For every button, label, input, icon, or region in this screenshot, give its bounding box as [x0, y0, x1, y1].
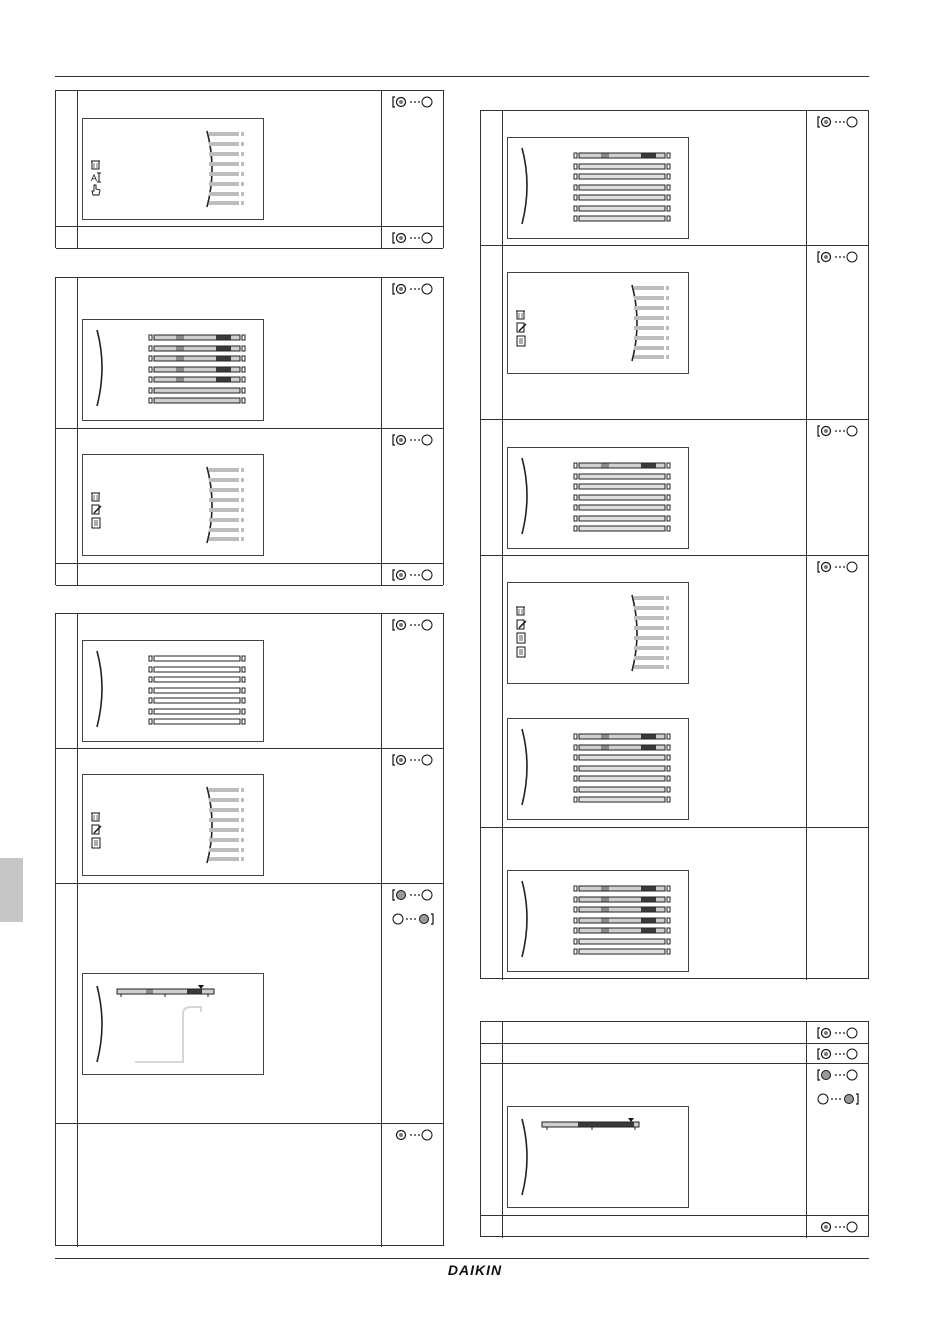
screen-drawing	[508, 871, 688, 971]
step-row	[56, 429, 443, 564]
step-row	[56, 564, 443, 586]
step-row	[56, 278, 443, 429]
step-row	[481, 556, 868, 828]
step-row	[56, 749, 443, 884]
trash-icon	[91, 813, 100, 821]
touch-rotate-icon	[817, 115, 859, 129]
trash-icon	[91, 493, 100, 501]
action-cell	[806, 420, 868, 555]
step-row	[481, 1064, 868, 1216]
press-dial-icon	[392, 888, 434, 902]
press-dial-icon	[817, 1068, 859, 1082]
copy-icon	[92, 518, 100, 528]
screen-drawing	[508, 273, 688, 373]
action-cell	[381, 429, 443, 563]
step-number-cell	[56, 614, 78, 748]
copy-icon	[92, 838, 100, 848]
step-number-cell	[481, 111, 503, 245]
action-cell	[806, 1022, 868, 1043]
svg-text:A: A	[91, 173, 98, 183]
action-cell	[806, 1064, 868, 1215]
screen-drawing	[83, 775, 263, 875]
menu-screen	[82, 118, 264, 220]
touch-rotate-icon	[392, 433, 434, 447]
edit-icon	[92, 825, 101, 834]
step-number-cell	[56, 884, 78, 1123]
copy-icon	[517, 647, 525, 657]
action-cell	[381, 749, 443, 883]
trash-icon	[516, 607, 525, 615]
trash-icon	[91, 161, 100, 169]
brand-logo: DAIKIN	[447, 1262, 503, 1278]
step-row	[481, 1216, 868, 1238]
step-number-cell	[56, 227, 78, 248]
slider-screen	[507, 1106, 689, 1208]
step-row	[56, 1124, 443, 1247]
step-row	[481, 111, 868, 246]
edit-icon	[92, 505, 101, 514]
step-number-cell	[481, 1044, 503, 1063]
menu-screen	[82, 454, 264, 556]
menu-screen	[507, 272, 689, 374]
copy-icon	[517, 336, 525, 346]
action-cell	[806, 111, 868, 245]
procedure-table-2	[55, 277, 444, 585]
list-screen	[507, 870, 689, 972]
list-screen	[82, 319, 264, 421]
action-cell	[806, 1216, 868, 1238]
list-screen	[507, 137, 689, 239]
menu-screen	[507, 582, 689, 684]
touch-rotate-icon	[817, 424, 859, 438]
touch-rotate-icon	[817, 250, 859, 264]
step-row	[481, 420, 868, 556]
action-cell	[381, 91, 443, 226]
touch-rotate-icon	[392, 231, 434, 245]
menu-screen	[82, 774, 264, 876]
action-cell	[806, 246, 868, 419]
list-screen	[507, 447, 689, 549]
touch-rotate-icon	[392, 753, 434, 767]
step-number-cell	[56, 278, 78, 428]
screen-drawing	[83, 641, 263, 741]
step-row	[481, 1022, 868, 1044]
touch-rotate-icon	[817, 1026, 859, 1040]
trash-icon	[516, 311, 525, 319]
step-number-cell	[481, 556, 503, 827]
step-number-cell	[56, 564, 78, 585]
step-row	[481, 246, 868, 420]
screen-drawing	[508, 719, 688, 819]
step-row	[56, 884, 443, 1124]
procedure-table-1	[55, 90, 444, 248]
slider-screen	[82, 973, 264, 1075]
rotate-dial-icon	[817, 1220, 859, 1234]
chapter-tab	[0, 858, 23, 922]
list-screen	[82, 640, 264, 742]
rotate-dial-icon	[392, 1128, 434, 1142]
rotate-dial-icon	[392, 912, 434, 926]
footer-rule	[55, 1258, 869, 1259]
action-cell	[806, 556, 868, 827]
step-number-cell	[481, 1022, 503, 1043]
procedure-table-3	[55, 613, 444, 1246]
screen-drawing	[83, 320, 263, 420]
screen-drawing	[83, 119, 263, 219]
screen-drawing	[83, 974, 263, 1074]
step-number-cell	[481, 828, 503, 980]
screen-drawing	[508, 448, 688, 548]
action-cell	[381, 227, 443, 248]
step-row	[56, 91, 443, 227]
screen-drawing	[508, 138, 688, 238]
step-number-cell	[481, 420, 503, 555]
procedure-table-5	[480, 1021, 869, 1237]
step-row	[481, 1044, 868, 1064]
touch-rotate-icon	[817, 560, 859, 574]
step-row	[56, 227, 443, 249]
step-row	[481, 828, 868, 980]
action-cell	[381, 884, 443, 1123]
header-rule	[55, 76, 869, 77]
step-row	[56, 614, 443, 749]
screen-drawing	[508, 583, 688, 683]
action-cell	[806, 828, 868, 980]
step-number-cell	[481, 246, 503, 419]
step-number-cell	[56, 749, 78, 883]
action-cell	[806, 1044, 868, 1063]
screen-drawing	[83, 455, 263, 555]
step-number-cell	[56, 91, 78, 226]
hand-icon	[92, 185, 100, 195]
edit-icon	[517, 620, 526, 629]
step-number-cell	[481, 1216, 503, 1238]
rename-icon	[91, 173, 101, 183]
touch-rotate-icon	[392, 282, 434, 296]
procedure-table-4	[480, 110, 869, 979]
list-screen	[507, 718, 689, 820]
action-cell	[381, 1124, 443, 1247]
step-number-cell	[56, 1124, 78, 1247]
touch-rotate-icon	[392, 618, 434, 632]
step-number-cell	[481, 1064, 503, 1215]
screen-drawing	[508, 1107, 688, 1207]
copy-icon	[517, 633, 525, 643]
touch-rotate-icon	[817, 1047, 859, 1061]
step-number-cell	[56, 429, 78, 563]
touch-rotate-icon	[392, 568, 434, 582]
edit-icon	[517, 323, 526, 332]
action-cell	[381, 614, 443, 748]
action-cell	[381, 564, 443, 585]
rotate-dial-icon	[817, 1092, 859, 1106]
touch-rotate-icon	[392, 95, 434, 109]
action-cell	[381, 278, 443, 428]
